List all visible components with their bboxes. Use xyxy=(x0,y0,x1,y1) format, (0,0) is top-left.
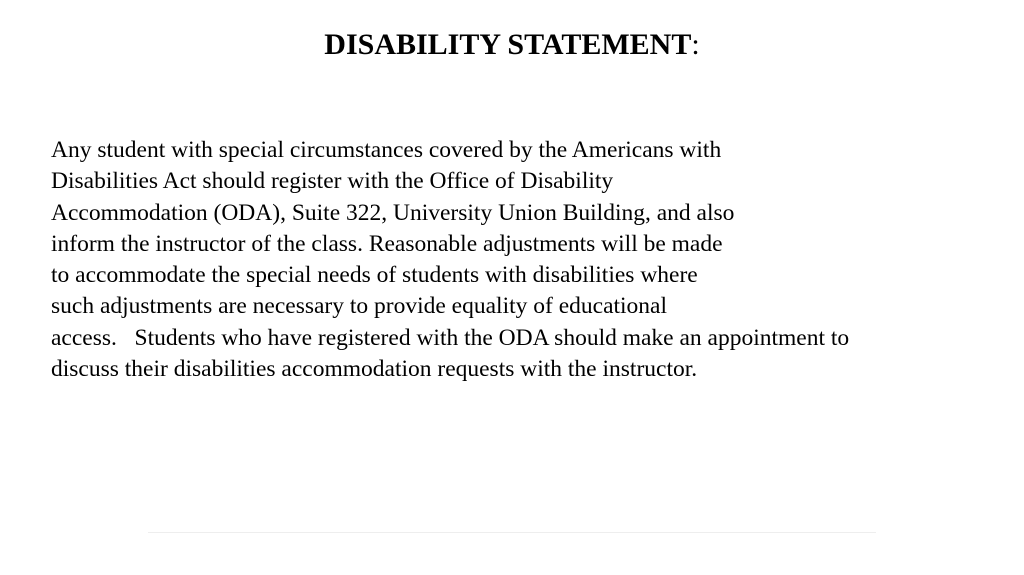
slide-title xyxy=(0,27,1024,63)
statement-line: Accommodation (ODA), Suite 322, University Union Building, and also xyxy=(51,199,735,226)
slide-title-text: DISABILITY STATEMENT xyxy=(324,28,692,61)
slide-title-colon: : xyxy=(691,28,700,61)
statement-line: access. Students who have registered with the ODA should make an appointment to xyxy=(51,324,850,351)
statement-body xyxy=(51,135,1011,385)
statement-line: Any student with special circumstances covered by the Americans with xyxy=(51,137,722,163)
statement-line: such adjustments are necessary to provide equality of educational xyxy=(51,293,668,320)
statement-line: inform the instructor of the class. Reasonable adjustments will be made xyxy=(51,230,723,257)
statement-line: to accommodate the special needs of students with disabilities where xyxy=(51,262,698,289)
statement-line: discuss their disabilities accommodation requests with the instructor. xyxy=(51,356,698,383)
statement-line: Disabilities Act should register with the Office of Disability xyxy=(51,168,614,195)
footer-divider xyxy=(148,532,876,533)
